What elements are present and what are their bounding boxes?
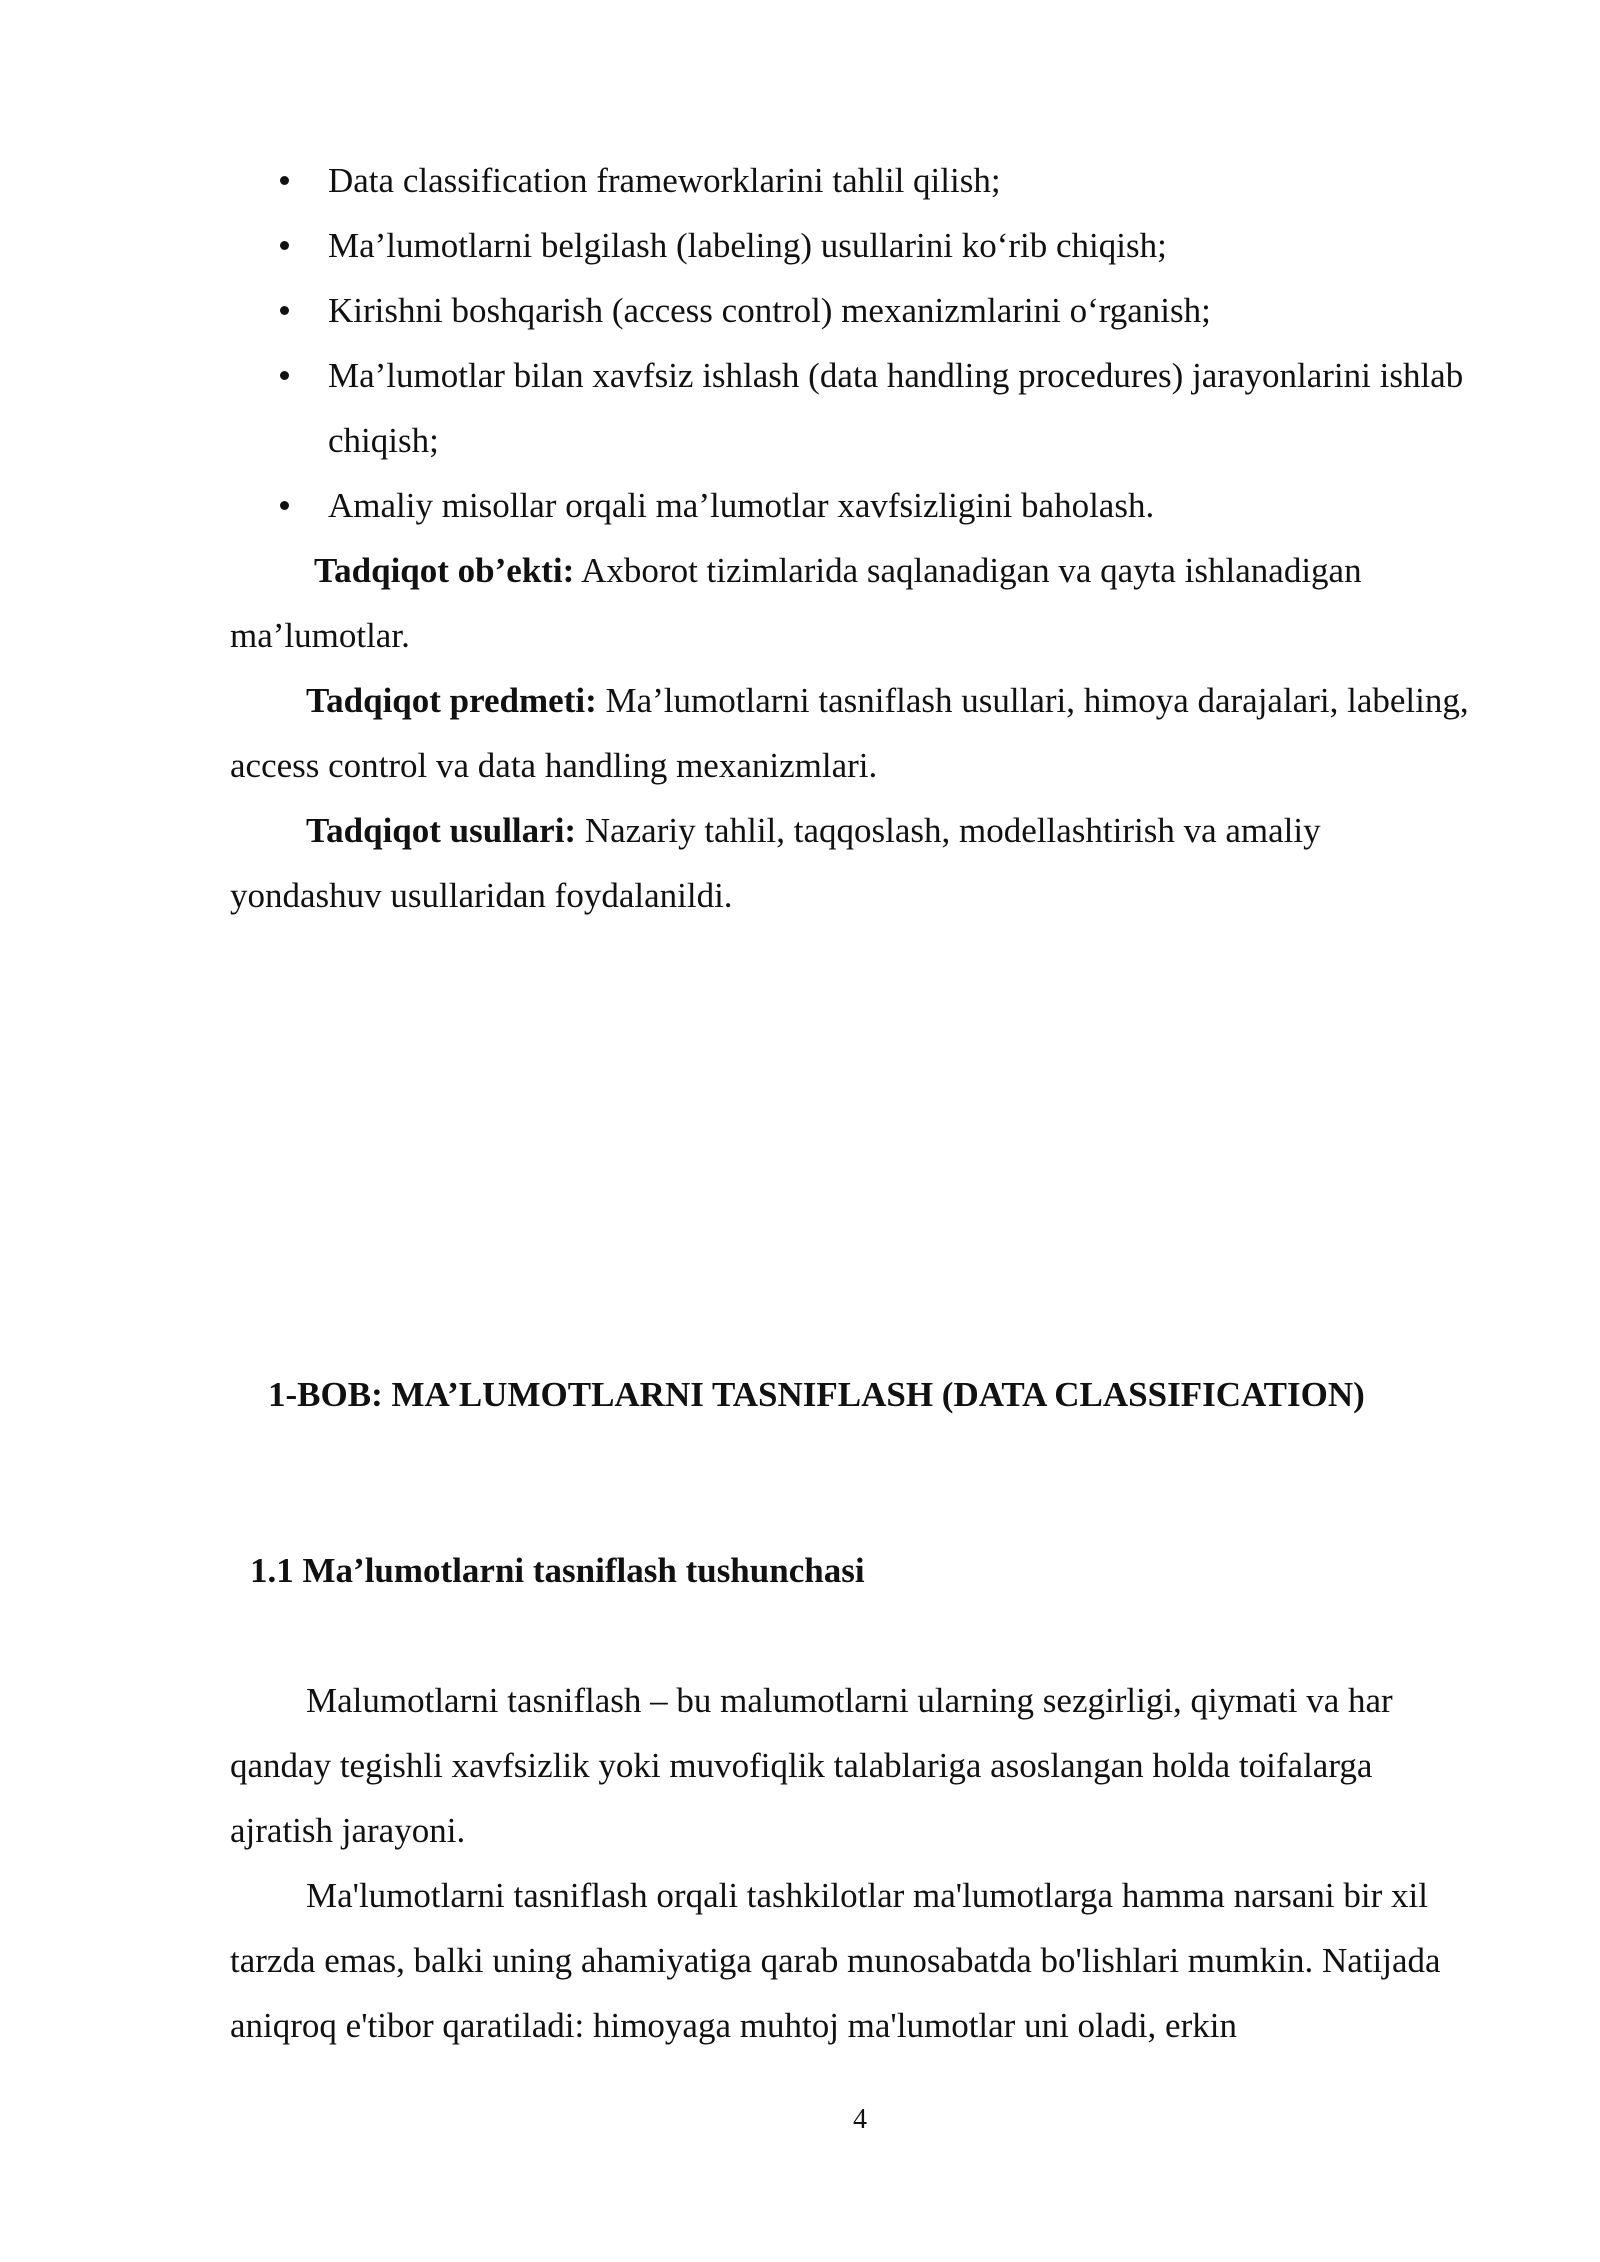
list-item-text: Ma’lumotlarni belgilash (labeling) usullarini ko‘rib chiqish; xyxy=(328,226,1167,265)
body-paragraph: Ma'lumotlarni tasniflash orqali tashkilotlar ma'lumotlarga hamma narsani bir xil tarzda emas, balki uning ahamiyatiga qarab munosabatda bo'lishlari mumkin. Natijada aniqroq e'tibor qaratiladi: himoyaga muhtoj ma'lumotlar uni oladi, erkin xyxy=(230,1876,1441,2045)
list-item-text: Kirishni boshqarish (access control) mexanizmlarini o‘rganish; xyxy=(328,291,1211,330)
research-methods-text: Nazariy tahlil, taqqoslash, modellashtirish va amaliy yondashuv usullaridan foydalanildi. xyxy=(230,811,1321,915)
list-item xyxy=(268,148,1468,213)
research-methods-paragraph xyxy=(230,798,1470,928)
chapter-title: 1-BOB: MA’LUMOTLARNI TASNIFLASH (DATA CLASSIFICATION) xyxy=(268,1375,1365,1414)
list-item-text: Ma’lumotlar bilan xavfsiz ishlash (data handling procedures) jarayonlarini ishlab chiqish; xyxy=(328,356,1464,460)
bullet-icon xyxy=(280,176,289,185)
research-object-text: Axborot tizimlarida saqlanadigan va qayta ishlanadigan ma’lumotlar. xyxy=(230,551,1362,655)
research-subject-paragraph xyxy=(230,668,1470,798)
bullet-icon xyxy=(280,371,289,380)
research-object-label: Tadqiqot ob’ekti: xyxy=(314,551,575,590)
objectives-list xyxy=(268,148,1468,538)
list-item-text: Amaliy misollar orqali ma’lumotlar xavfsizligini baholash. xyxy=(328,486,1155,525)
bullet-icon xyxy=(280,241,289,250)
list-item xyxy=(268,213,1468,278)
bullet-icon xyxy=(280,501,289,510)
list-item-text: Data classification frameworklarini tahlil qilish; xyxy=(328,161,1001,200)
list-item xyxy=(268,343,1468,473)
research-object-paragraph xyxy=(230,538,1470,668)
research-subject-text: Ma’lumotlarni tasniflash usullari, himoya darajalari, labeling, access control va data handling mexanizmlari. xyxy=(230,681,1469,785)
page-number: 4 xyxy=(853,2104,867,2135)
bullet-icon xyxy=(280,306,289,315)
research-methods-label: Tadqiqot usullari: xyxy=(306,811,577,850)
list-item xyxy=(268,473,1468,538)
body-paragraph: Malumotlarni tasniflash – bu malumotlarni ularning sezgirligi, qiymati va har qanday tegishli xavfsizlik yoki muvofiqlik talablariga asoslangan holda toifalarga ajratish jarayoni. xyxy=(230,1681,1393,1850)
research-subject-label: Tadqiqot predmeti: xyxy=(306,681,597,720)
section-title: 1.1 Ma’lumotlarni tasniflash tushunchasi xyxy=(250,1551,865,1590)
list-item xyxy=(268,278,1468,343)
